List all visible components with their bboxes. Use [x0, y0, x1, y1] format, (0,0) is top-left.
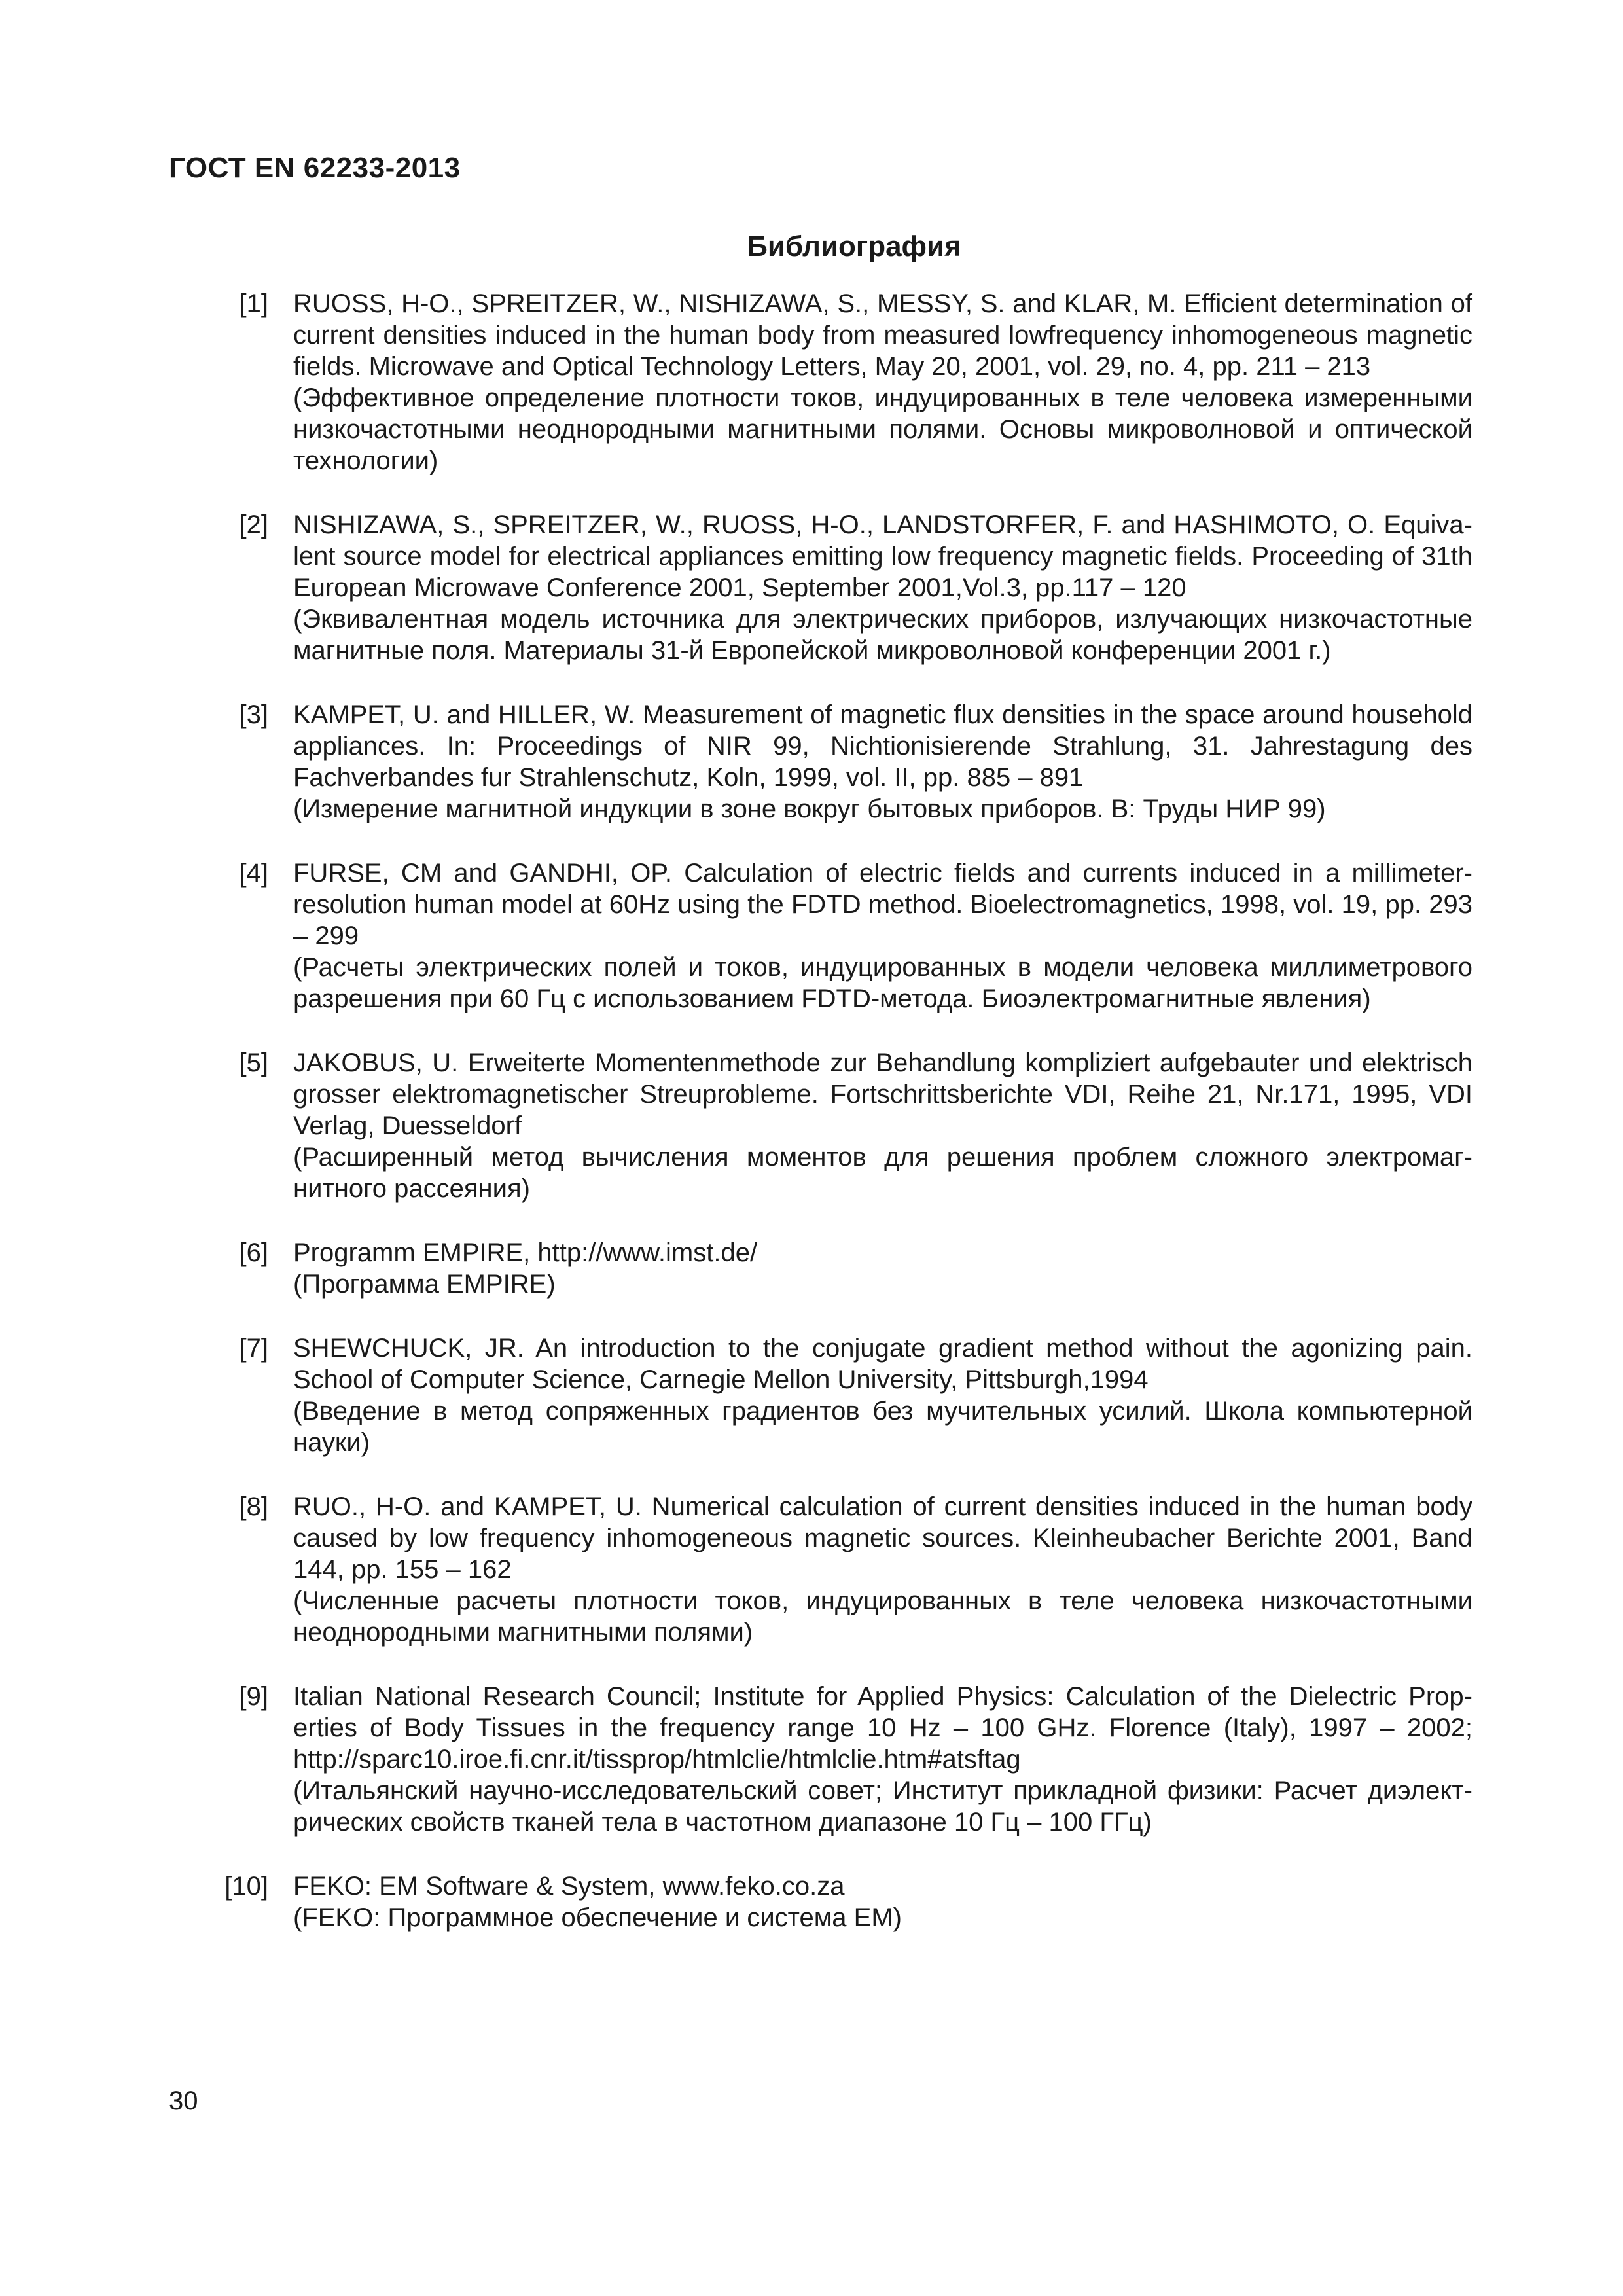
entry-translation: (Введение в метод сопряженных градиентов без мучительных усилий. Школа компьютерной науки): [293, 1397, 1472, 1457]
entry-citation: FURSE, CM and GANDHI, OP. Calculation of electric fields and currents induced in a millimeter-resolution human model at 60Hz using the FDTD method. Bioelectromagnetics, 1998, vol. 19, pp. 293 – 299: [293, 859, 1472, 950]
bibliography-list: [216, 288, 1472, 1966]
entry-translation: (Эффективное определение плотности токов, индуцированных в теле человека измеренными низкочастотными неоднородными магнитными полями. Основы микроволновой и оптической технологии): [293, 384, 1472, 475]
bibliography-entry: [216, 1047, 1472, 1204]
entry-number: [4]: [239, 859, 268, 888]
bibliography-entry: [216, 288, 1472, 476]
bibliography-entry: [216, 1237, 1472, 1300]
section-title: Библиография: [747, 230, 961, 262]
page-number: 30: [169, 2087, 198, 2115]
entry-citation: Italian National Research Council; Institute for Applied Physics: Calculation of the Dielectric Properties of Body Tissues in the frequency range 10 Hz – 100 GHz. Florence (Italy), 1997 – 2002; http://sparc10.iroe.fi.cnr.it/tissprop/htmlclie/htmlclie.htm#atsftag: [293, 1682, 1472, 1774]
bibliography-entry: [216, 699, 1472, 825]
entry-number: [10]: [224, 1872, 268, 1901]
document-code: ГОСТ EN 62233-2013: [169, 152, 461, 184]
entry-number: [9]: [239, 1682, 268, 1711]
bibliography-entry: [216, 1491, 1472, 1648]
entry-translation: (Измерение магнитной индукции в зоне вокруг бытовых приборов. В: Труды НИР 99): [293, 795, 1326, 823]
entry-translation: (Эквивалентная модель источника для электрических приборов, излучающих низкочастотные магнитные поля. Материалы 31-й Европейской микроволновой конференции 2001 г.): [293, 605, 1472, 665]
entry-translation: (Численные расчеты плотности токов, индуцированных в теле человека низкочастотными неоднородными магнитными полями): [293, 1587, 1472, 1647]
entry-number: [2]: [239, 511, 268, 539]
bibliography-entry: [216, 1871, 1472, 1933]
entry-number: [1]: [239, 289, 268, 318]
entry-number: [6]: [239, 1238, 268, 1267]
entry-translation: (Расширенный метод вычисления моментов для решения проблем сложного электромагнитного рассеяния): [293, 1143, 1472, 1203]
entry-citation: KAMPET, U. and HILLER, W. Measurement of magnetic flux densities in the space around household appliances. In: Proceedings of NIR 99, Nichtionisierende Strahlung, 31. Jahrestagung des Fachverbandes fur Strahlenschutz, Koln, 1999, vol. II, pp. 885 – 891: [293, 700, 1472, 792]
entry-number: [3]: [239, 700, 268, 729]
entry-number: [5]: [239, 1049, 268, 1077]
entry-citation: NISHIZAWA, S., SPREITZER, W., RUOSS, H-O., LANDSTORFER, F. and HASHIMOTO, O. Equivalent source model for electrical appliances emitting low frequency magnetic fields. Proceeding of 31th European Microwave Conference 2001, September 2001,Vol.3, pp.117 – 120: [293, 511, 1472, 602]
entry-citation: RUO., H-O. and KAMPET, U. Numerical calculation of current densities induced in the human body caused by low frequency inhomogeneous magnetic sources. Kleinheubacher Berichte 2001, Band 144, pp. 155 – 162: [293, 1492, 1472, 1584]
bibliography-entry: [216, 509, 1472, 666]
entry-citation: Programm EMPIRE, http://www.imst.de/: [293, 1238, 758, 1267]
entry-number: [7]: [239, 1334, 268, 1363]
entry-number: [8]: [239, 1492, 268, 1521]
entry-citation: RUOSS, H-O., SPREITZER, W., NISHIZAWA, S., MESSY, S. and KLAR, M. Efficient determination of current densities induced in the human body from measured lowfrequency inhomogeneous magnetic fields. Microwave and Optical Technology Letters, May 20, 2001, vol. 29, no. 4, pp. 211 – 213: [293, 289, 1472, 381]
bibliography-entry: [216, 1333, 1472, 1458]
bibliography-entry: [216, 857, 1472, 1014]
bibliography-entry: [216, 1681, 1472, 1838]
entry-citation: SHEWCHUCK, JR. An introduction to the conjugate gradient method without the agonizing pain. School of Computer Science, Carnegie Mellon University, Pittsburgh,1994: [293, 1334, 1472, 1394]
entry-citation: FEKO: EM Software & System, www.feko.co.za: [293, 1872, 845, 1901]
entry-citation: JAKOBUS, U. Erweiterte Momentenmethode zur Behandlung kompliziert aufgebauter und elektrisch grosser elektromagnetischer Streuprobleme. Fortschrittsberichte VDI, Reihe 21, Nr.171, 1995, VDI Verlag, Duesseldorf: [293, 1049, 1472, 1140]
entry-translation: (FEKO: Программное обеспечение и система EM): [293, 1903, 902, 1932]
entry-translation: (Итальянский научно-исследовательский совет; Институт прикладной физики: Расчет диэлектрических свойств тканей тела в частотном диапазоне 10 Гц – 100 ГГц): [293, 1776, 1472, 1837]
entry-translation: (Программа EMPIRE): [293, 1270, 556, 1299]
entry-translation: (Расчеты электрических полей и токов, индуцированных в модели человека миллиметрового разрешения при 60 Гц с использованием FDTD-метода. Биоэлектромагнитные явления): [293, 953, 1472, 1013]
